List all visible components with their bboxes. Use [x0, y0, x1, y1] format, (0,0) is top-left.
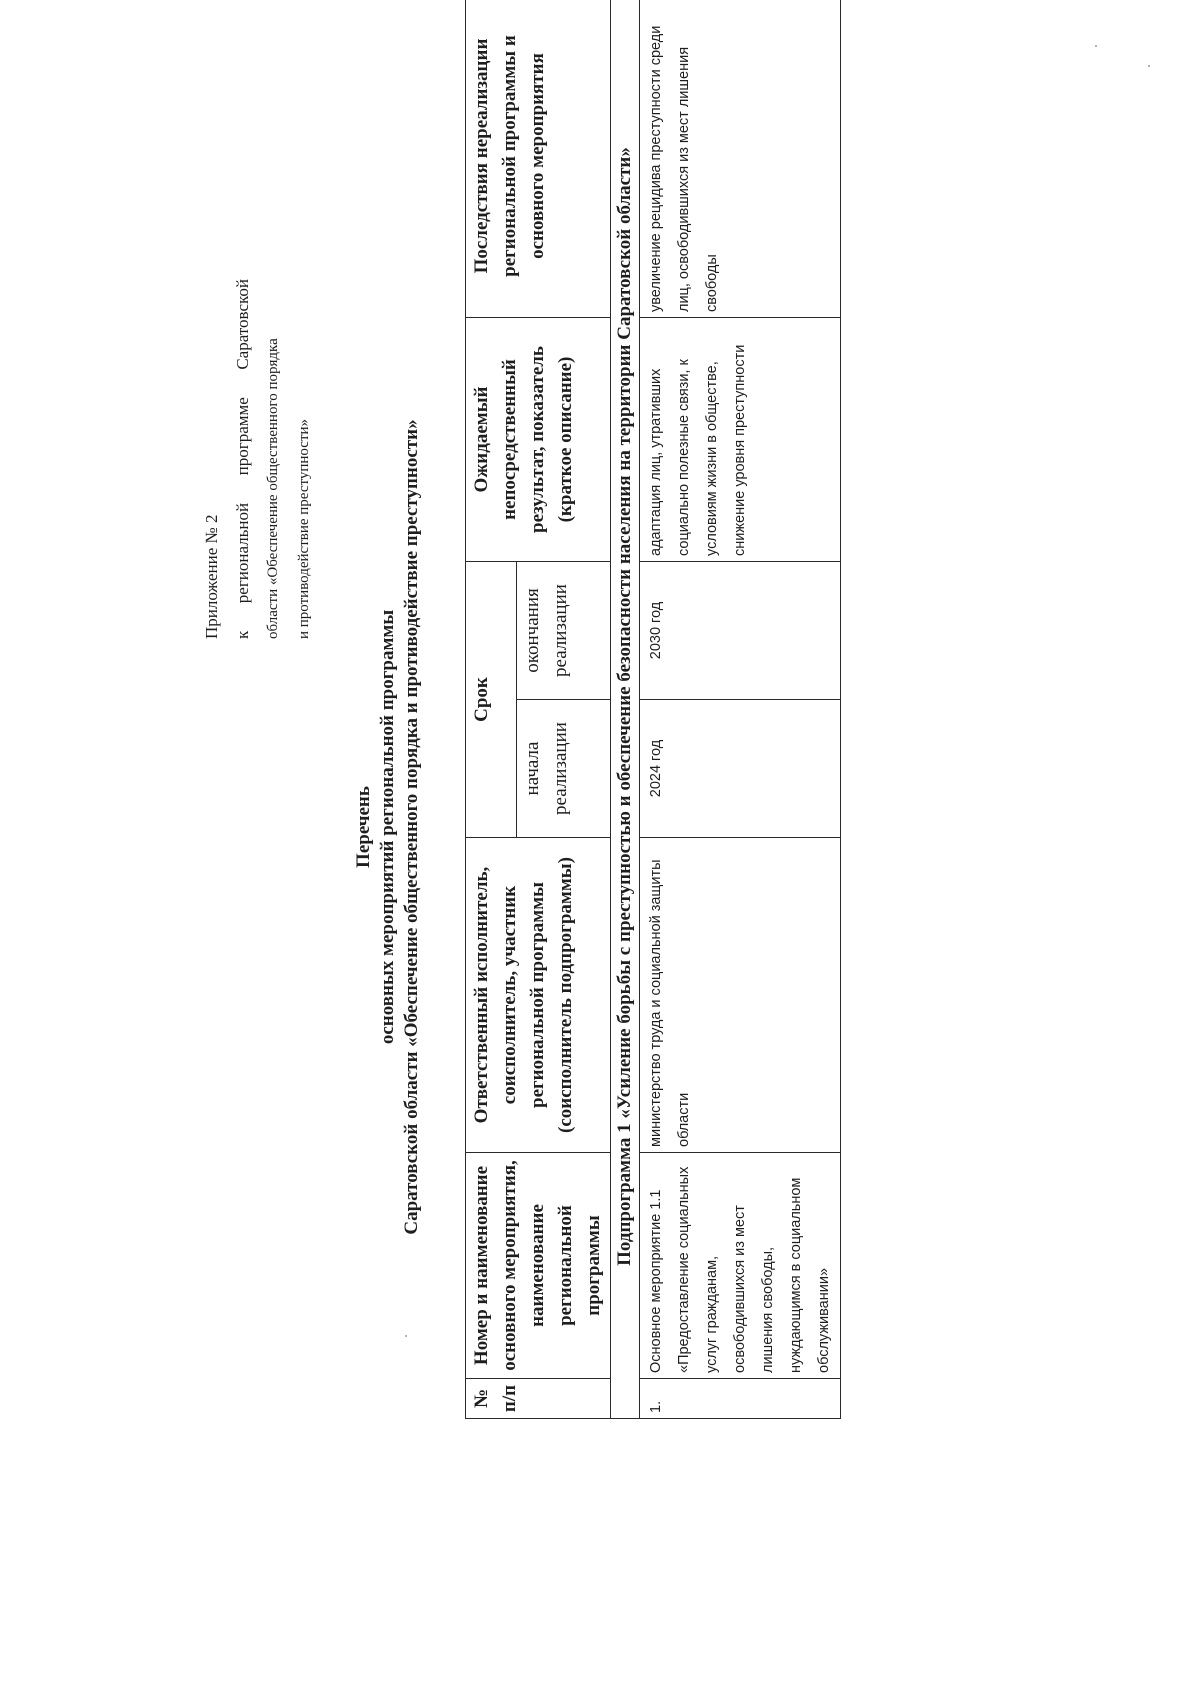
scan-speck: [1148, 65, 1150, 67]
appendix-block: [196, 279, 320, 639]
appendix-line-2: к региональной программе Саратовской: [233, 279, 252, 639]
header-end: окончания реализации: [516, 562, 610, 700]
scan-speck: [405, 1335, 407, 1337]
header-start: начала реализации: [516, 700, 610, 838]
row-num: 1.: [640, 1379, 841, 1419]
row-end: 2030 год: [640, 562, 841, 700]
appendix-line-1: Приложение № 2: [202, 514, 221, 639]
appendix-line-4: и противодействие преступности»: [296, 418, 312, 639]
header-name: Номер и наименование основного мероприятия, наименование региональной программы: [466, 1153, 611, 1379]
subprogram-row: [611, 0, 640, 1419]
title-heading: Перечень: [353, 786, 374, 868]
table-row: [640, 0, 841, 1419]
row-responsible: министерство труда и социальной защиты области: [640, 838, 841, 1153]
row-consequences: увеличение рецидива преступности среди лиц, освободившихся из мест лишения свободы: [640, 0, 841, 318]
appendix-line-3: области «Обеспечение общественного порядка: [265, 338, 281, 639]
header-term: Срок: [466, 562, 517, 838]
measures-table: [465, 0, 841, 1419]
header-result: Ожидаемый непосредственный результат, показатель (краткое описание): [466, 318, 611, 562]
subprogram-title: Подпрограмма 1 «Усиление борьбы с преступностью и обеспечение безопасности населения на территории Саратовской области»: [611, 0, 640, 1419]
title-line-2: основных мероприятий региональной программы: [377, 609, 398, 1045]
row-start: 2024 год: [640, 700, 841, 838]
scan-speck: [1095, 45, 1097, 47]
header-responsible: Ответственный исполнитель, соисполнитель, участник региональной программы (соисполнитель подпрограммы): [466, 838, 611, 1153]
document-title: [352, 237, 424, 1417]
title-line-3: Саратовской области «Обеспечение общественного порядка и противодействие преступности»: [401, 419, 422, 1235]
header-consequences: Последствия нереализации региональной программы и основного мероприятия: [466, 0, 611, 318]
row-name: Основное мероприятие 1.1 «Предоставление социальных услуг гражданам, освободившихся из мест лишения свободы, нуждающимся в социальном обслуживании»: [640, 1153, 841, 1379]
table-header-row: [466, 0, 517, 1419]
row-result: адаптация лиц, утративших социально полезные связи, к условиям жизни в обществе, снижение уровня преступности: [640, 318, 841, 562]
header-num: № п/п: [466, 1379, 611, 1419]
